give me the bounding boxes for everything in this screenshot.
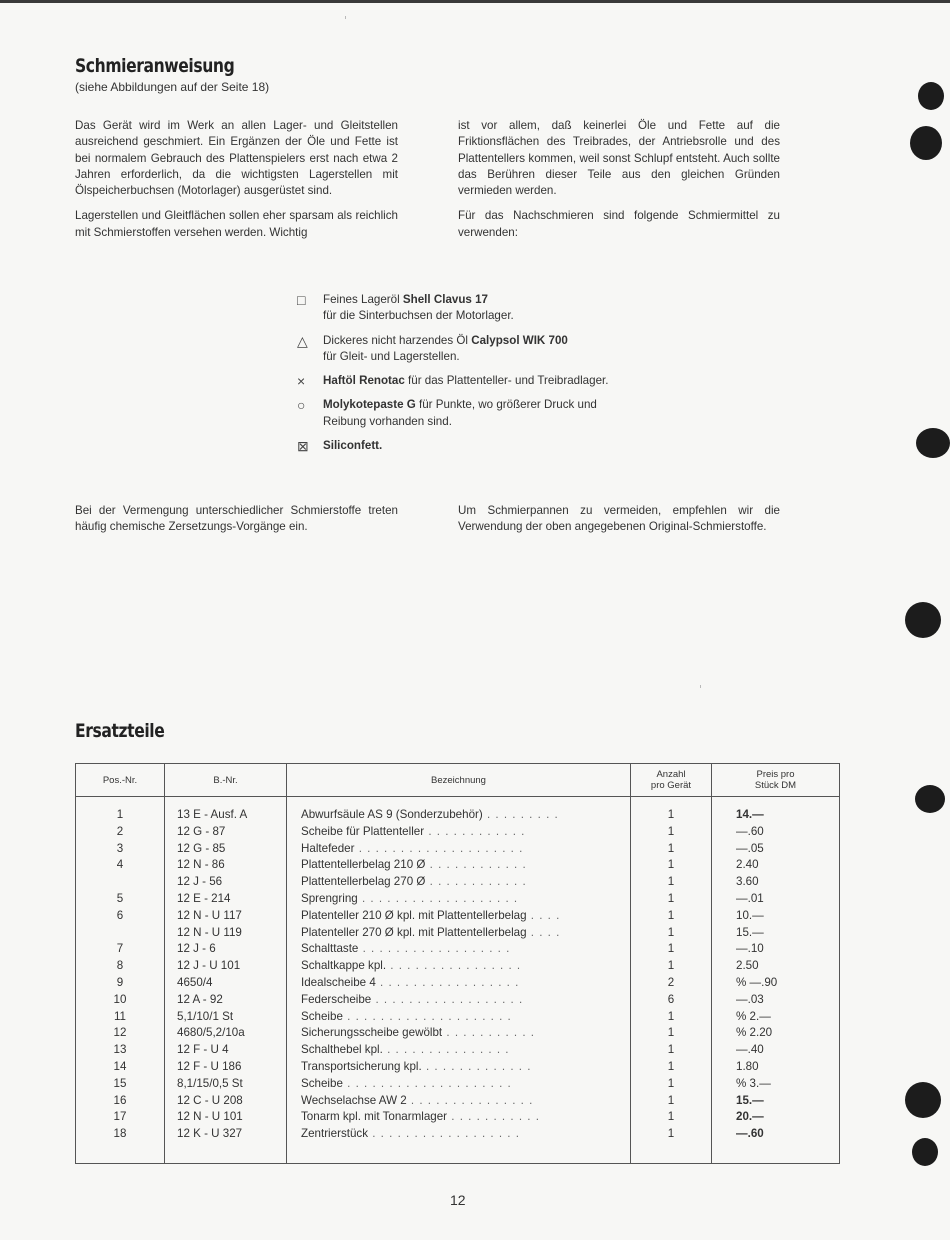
- leader-dots: . . . . . . . . .: [482, 808, 559, 821]
- cell-pos: 11: [76, 1009, 165, 1026]
- leader-dots: . . . . . . . . . . . . . . .: [382, 1043, 510, 1057]
- lubricant-symbol-icon: ○: [297, 397, 306, 414]
- cell-bezeichnung: [287, 975, 631, 992]
- cell-bezeichnung: [287, 1042, 631, 1059]
- leader-dots: . . . . . . . . . . .: [442, 1026, 536, 1040]
- lubricant-item: [297, 373, 637, 389]
- cell-bnr: 12 F - U 4: [165, 1042, 287, 1059]
- spacer-cell: [165, 1143, 287, 1164]
- lubricant-list: [297, 292, 637, 462]
- cell-bnr: 12 A - 92: [165, 992, 287, 1009]
- part-name: Sprengring: [301, 891, 358, 905]
- part-name: Idealscheibe 4: [301, 975, 376, 989]
- table-row: [76, 1025, 840, 1042]
- part-name: Plattentellerbelag 210 Ø: [301, 858, 426, 872]
- cell-anzahl: 6: [631, 992, 712, 1009]
- cell-preis: % 3.—: [712, 1076, 840, 1093]
- cell-bezeichnung: [287, 1126, 631, 1143]
- leader-dots: . . . . . . . . . . . . . . . . . .: [358, 942, 511, 956]
- paragraph: Lagerstellen und Gleitflächen sollen eher sparsam als reichlich mit Schmierstoffen versehen werden. Wichtig: [75, 209, 398, 239]
- cell-pos: 9: [76, 975, 165, 992]
- left-column-text: [75, 118, 398, 250]
- leader-dots: . . . . . . . . . . . . . . . .: [386, 959, 522, 973]
- leader-dots: . . . . . . . . . . . . . . . . .: [375, 975, 520, 989]
- column-header-pos: Pos.-Nr.: [76, 764, 165, 797]
- cell-anzahl: 1: [631, 1059, 712, 1076]
- lubricant-symbol-icon: □: [297, 292, 306, 308]
- punch-hole: [905, 1082, 941, 1118]
- cell-preis: 15.—: [712, 1093, 840, 1110]
- cell-anzahl: 1: [631, 1109, 712, 1126]
- column-header-bnr: B.-Nr.: [165, 764, 287, 797]
- cell-anzahl: 1: [631, 874, 712, 891]
- cell-pos: 18: [76, 1126, 165, 1143]
- lubricant-item: [297, 438, 637, 454]
- paragraph: Für das Nachschmieren sind folgende Schmiermittel zu verwenden:: [458, 209, 780, 239]
- section-title-schmieranweisung: Schmieranweisung: [75, 55, 235, 77]
- cell-bnr: 12 F - U 186: [165, 1059, 287, 1076]
- leader-dots: . . . . . . . . . . . .: [425, 875, 527, 889]
- header-line: Stück DM: [754, 780, 797, 791]
- cell-anzahl: 1: [631, 824, 712, 841]
- cell-preis: —.60: [712, 1126, 840, 1143]
- cell-bnr: 13 E - Ausf. A: [165, 807, 287, 824]
- cell-bnr: 12 N - U 117: [165, 908, 287, 925]
- leader-dots: . . . . . . . . . . . .: [425, 858, 527, 872]
- cell-pos: 7: [76, 941, 165, 958]
- table-row: [76, 1059, 840, 1076]
- table-row: [76, 1076, 840, 1093]
- leader-dots: . . . . . . . . . . .: [447, 1110, 540, 1124]
- cell-preis: 20.—: [712, 1109, 840, 1126]
- table-row: [76, 941, 840, 958]
- spacer-cell: [76, 797, 165, 808]
- table-row: [76, 874, 840, 891]
- section-subtitle: (siehe Abbildungen auf der Seite 18): [75, 80, 270, 94]
- part-name: Scheibe: [301, 1009, 343, 1023]
- cell-bezeichnung: [287, 874, 631, 891]
- table-spacer-row: [76, 1143, 840, 1164]
- paragraph: Um Schmierpannen zu vermeiden, empfehlen wir die Verwendung der oben angegebenen Original-Schmierstoffe.: [458, 504, 780, 534]
- cell-bezeichnung: [287, 1076, 631, 1093]
- table-row: [76, 891, 840, 908]
- cell-bnr: 12 G - 85: [165, 841, 287, 858]
- spacer-cell: [631, 1143, 712, 1164]
- lubricant-text: [323, 438, 382, 454]
- part-name: Scheibe für Plattenteller: [301, 824, 425, 838]
- cell-pos: 8: [76, 958, 165, 975]
- table-row: [76, 1126, 840, 1143]
- page-top-edge: [0, 0, 950, 3]
- part-name: Schalthebel kpl.: [301, 1043, 383, 1057]
- punch-hole: [915, 785, 945, 813]
- cell-pos: 2: [76, 824, 165, 841]
- punch-hole: [910, 126, 942, 160]
- paragraph: ist vor allem, daß keinerlei Öle und Fette auf die Friktionsflächen des Treibrades, der Antriebsrolle und des Plattentellers kommen, weil sonst Schlupf entsteht. Auch sollte das Berühren dieser Teile aus den gleichen Gründen vermieden werden.: [458, 119, 780, 198]
- cell-bezeichnung: [287, 1109, 631, 1126]
- cell-pos: 17: [76, 1109, 165, 1126]
- cell-pos: 10: [76, 992, 165, 1009]
- cell-bnr: 12 J - 6: [165, 941, 287, 958]
- cell-bezeichnung: [287, 992, 631, 1009]
- cell-bezeichnung: [287, 958, 631, 975]
- cell-pos: 4: [76, 857, 165, 874]
- punch-hole: [912, 1138, 938, 1166]
- lubricant-text-post: für die Sinterbuchsen der Motorlager.: [323, 309, 514, 323]
- cell-pos: 3: [76, 841, 165, 858]
- cell-bezeichnung: [287, 908, 631, 925]
- part-name: Platenteller 270 Ø kpl. mit Plattentellerbelag: [301, 925, 527, 939]
- table-row: [76, 992, 840, 1009]
- cell-bnr: 12 J - U 101: [165, 958, 287, 975]
- cell-bezeichnung: [287, 925, 631, 942]
- table-row: [76, 807, 840, 824]
- cell-pos: [76, 925, 165, 942]
- part-name: Schaltkappe kpl.: [301, 959, 387, 973]
- part-name: Haltefeder: [301, 841, 355, 855]
- part-name: Platenteller 210 Ø kpl. mit Plattentellerbelag: [301, 908, 527, 922]
- cell-bnr: 5,1/10/1 St: [165, 1009, 287, 1026]
- leader-dots: . . . . . . . . . . . . . . .: [406, 1093, 534, 1107]
- cell-anzahl: 1: [631, 1126, 712, 1143]
- table-header-row: [76, 764, 840, 797]
- leader-dots: . . . . . . . . . . . .: [424, 824, 526, 838]
- leader-dots: . . . . . . . . . . . . . . . . . . . .: [342, 1076, 512, 1090]
- cell-bnr: 12 N - 86: [165, 857, 287, 874]
- spacer-cell: [165, 797, 287, 808]
- cell-bnr: 12 K - U 327: [165, 1126, 287, 1143]
- cell-bnr: 12 J - 56: [165, 874, 287, 891]
- leader-dots: . . . . . . . . . . . . . . . . . . . .: [354, 841, 524, 855]
- lubricant-item: [297, 333, 637, 366]
- cell-bezeichnung: [287, 1093, 631, 1110]
- spacer-cell: [287, 1143, 631, 1164]
- leader-dots: . . . . . . . . . . . . . . . . . . .: [357, 891, 519, 905]
- table-row: [76, 975, 840, 992]
- scan-speck: [700, 685, 701, 688]
- cell-bnr: 12 E - 214: [165, 891, 287, 908]
- cell-anzahl: 1: [631, 1076, 712, 1093]
- cell-anzahl: 1: [631, 891, 712, 908]
- spacer-cell: [631, 797, 712, 808]
- lubricant-text-post: für das Plattenteller- und Treibradlager.: [404, 374, 609, 388]
- header-line: Preis pro: [756, 769, 795, 780]
- column-header-preis: [712, 764, 840, 797]
- scan-speck: [345, 16, 346, 19]
- paragraph: Das Gerät wird im Werk an allen Lager- und Gleitstellen ausreichend geschmiert. Ein Ergänzen der Öle und Fette ist bei normalem Gebrauch des Plattenspielers erst nach etwa 2 Jahren erforderlich, da die wichtigsten Lagerstellen mit Ölspeicherbuchsen (Motorlager) ausgerüstet sind.: [75, 119, 398, 198]
- column-header-bezeichnung: Bezeichnung: [287, 764, 631, 797]
- cell-pos: 13: [76, 1042, 165, 1059]
- cell-bezeichnung: [287, 857, 631, 874]
- part-name: Federscheibe: [301, 992, 372, 1006]
- cell-anzahl: 1: [631, 1009, 712, 1026]
- cell-anzahl: 1: [631, 1093, 712, 1110]
- cell-bezeichnung: [287, 1059, 631, 1076]
- cell-bezeichnung: [287, 891, 631, 908]
- cell-bezeichnung: [287, 941, 631, 958]
- cell-anzahl: 1: [631, 857, 712, 874]
- cell-preis: 10.—: [712, 908, 840, 925]
- lubricant-text: [323, 333, 568, 366]
- cell-preis: % —.90: [712, 975, 840, 992]
- cell-anzahl: 2: [631, 975, 712, 992]
- lubricant-symbol-icon: ×: [297, 373, 306, 390]
- leader-dots: . . . .: [526, 925, 561, 939]
- cell-bnr: 12 C - U 208: [165, 1093, 287, 1110]
- part-name: Transportsicherung kpl.: [301, 1059, 422, 1073]
- lubricant-product-name: Haftöl Renotac: [323, 374, 405, 388]
- lubricant-text: [323, 397, 637, 430]
- spacer-cell: [712, 797, 840, 808]
- cell-preis: 2.40: [712, 857, 840, 874]
- cell-pos: 12: [76, 1025, 165, 1042]
- punch-hole: [905, 602, 941, 638]
- part-name: Scheibe: [301, 1076, 343, 1090]
- cell-preis: —.03: [712, 992, 840, 1009]
- cell-pos: 5: [76, 891, 165, 908]
- cell-preis: —.60: [712, 824, 840, 841]
- cell-pos: 14: [76, 1059, 165, 1076]
- cell-pos: 1: [76, 807, 165, 824]
- part-name: Wechselachse AW 2: [301, 1093, 407, 1107]
- cell-bnr: 4650/4: [165, 975, 287, 992]
- leader-dots: . . . . . . . . . . . . .: [421, 1059, 532, 1073]
- right-column-text: [458, 118, 780, 250]
- section-title-ersatzteile: Ersatzteile: [75, 720, 165, 742]
- cell-anzahl: 1: [631, 841, 712, 858]
- table-row: [76, 841, 840, 858]
- lubricant-product-name: Molykotepaste G: [323, 398, 416, 412]
- cell-bnr: 12 G - 87: [165, 824, 287, 841]
- lubricant-product-name: Siliconfett.: [323, 439, 383, 453]
- cell-anzahl: 1: [631, 908, 712, 925]
- part-name: Plattentellerbelag 270 Ø: [301, 875, 426, 889]
- punch-hole: [916, 428, 950, 458]
- part-name: Sicherungsscheibe gewölbt: [301, 1026, 443, 1040]
- lubricant-text-pre: Feines Lageröl: [323, 293, 403, 306]
- table-row: [76, 857, 840, 874]
- table-row: [76, 1093, 840, 1110]
- cell-pos: 15: [76, 1076, 165, 1093]
- paragraph: Bei der Vermengung unterschiedlicher Schmierstoffe treten häufig chemische Zersetzungs-Vorgänge ein.: [75, 504, 398, 534]
- cell-preis: —.10: [712, 941, 840, 958]
- part-name: Schalttaste: [301, 942, 359, 956]
- cell-bnr: 4680/5,2/10a: [165, 1025, 287, 1042]
- cell-bnr: 12 N - U 119: [165, 925, 287, 942]
- part-name: Abwurfsäule AS 9 (Sonderzubehör): [301, 808, 483, 821]
- cell-anzahl: 1: [631, 1025, 712, 1042]
- header-line: pro Gerät: [650, 780, 692, 791]
- lubricant-text: [323, 373, 608, 389]
- table-row: [76, 908, 840, 925]
- warning-left-text: [75, 503, 398, 545]
- cell-preis: —.01: [712, 891, 840, 908]
- cell-pos: 6: [76, 908, 165, 925]
- cell-anzahl: 1: [631, 1042, 712, 1059]
- cell-bezeichnung: [287, 1025, 631, 1042]
- lubricant-symbol-icon: ⊠: [297, 438, 309, 455]
- column-header-anzahl: [631, 764, 712, 797]
- parts-table: [75, 763, 840, 1164]
- lubricant-product-name: Shell Clavus 17: [402, 293, 488, 306]
- cell-pos: [76, 874, 165, 891]
- spacer-cell: [287, 797, 631, 808]
- cell-anzahl: 1: [631, 925, 712, 942]
- punch-hole: [918, 82, 944, 110]
- lubricant-item: [297, 397, 637, 430]
- cell-preis: % 2.—: [712, 1009, 840, 1026]
- leader-dots: . . . . . . . . . . . . . . . . . . . .: [342, 1009, 512, 1023]
- cell-bnr: 8,1/15/0,5 St: [165, 1076, 287, 1093]
- spacer-cell: [712, 1143, 840, 1164]
- warning-right-text: [458, 503, 780, 545]
- lubricant-product-name: Calypsol WIK 700: [471, 333, 568, 347]
- cell-preis: 3.60: [712, 874, 840, 891]
- cell-bezeichnung: [287, 824, 631, 841]
- lubricant-symbol-icon: △: [297, 332, 308, 349]
- leader-dots: . . . .: [526, 908, 561, 922]
- leader-dots: . . . . . . . . . . . . . . . . . .: [368, 1127, 520, 1141]
- cell-preis: —.05: [712, 841, 840, 858]
- part-name: Tonarm kpl. mit Tonarmlager: [301, 1110, 448, 1124]
- table-row: [76, 925, 840, 942]
- cell-preis: 2.50: [712, 958, 840, 975]
- lubricant-text-post: für Gleit- und Lagerstellen.: [323, 349, 460, 363]
- cell-bezeichnung: [287, 807, 631, 824]
- lubricant-item: [297, 292, 637, 325]
- table-row: [76, 1109, 840, 1126]
- lubricant-text: [323, 292, 514, 325]
- lubricant-text-post: für Punkte, wo größerer Druck und Reibung vorhanden sind.: [323, 398, 597, 428]
- cell-anzahl: 1: [631, 941, 712, 958]
- cell-preis: —.40: [712, 1042, 840, 1059]
- cell-preis: 14.—: [712, 807, 840, 824]
- cell-bezeichnung: [287, 1009, 631, 1026]
- leader-dots: . . . . . . . . . . . . . . . . . .: [371, 992, 524, 1006]
- header-line: Anzahl: [656, 769, 686, 780]
- cell-bezeichnung: [287, 841, 631, 858]
- cell-pos: 16: [76, 1093, 165, 1110]
- page-number: 12: [450, 1192, 466, 1208]
- table-spacer-row: [76, 797, 840, 808]
- table-row: [76, 1042, 840, 1059]
- spacer-cell: [76, 1143, 165, 1164]
- parts-table-body: [76, 797, 840, 1164]
- cell-preis: % 2.20: [712, 1025, 840, 1042]
- cell-bnr: 12 N - U 101: [165, 1109, 287, 1126]
- cell-preis: 15.—: [712, 925, 840, 942]
- table-row: [76, 824, 840, 841]
- lubricant-text-pre: Dickeres nicht harzendes Öl: [323, 333, 472, 347]
- cell-preis: 1.80: [712, 1059, 840, 1076]
- cell-anzahl: 1: [631, 807, 712, 824]
- table-row: [76, 958, 840, 975]
- part-name: Zentrierstück: [301, 1127, 369, 1141]
- cell-anzahl: 1: [631, 958, 712, 975]
- table-row: [76, 1009, 840, 1026]
